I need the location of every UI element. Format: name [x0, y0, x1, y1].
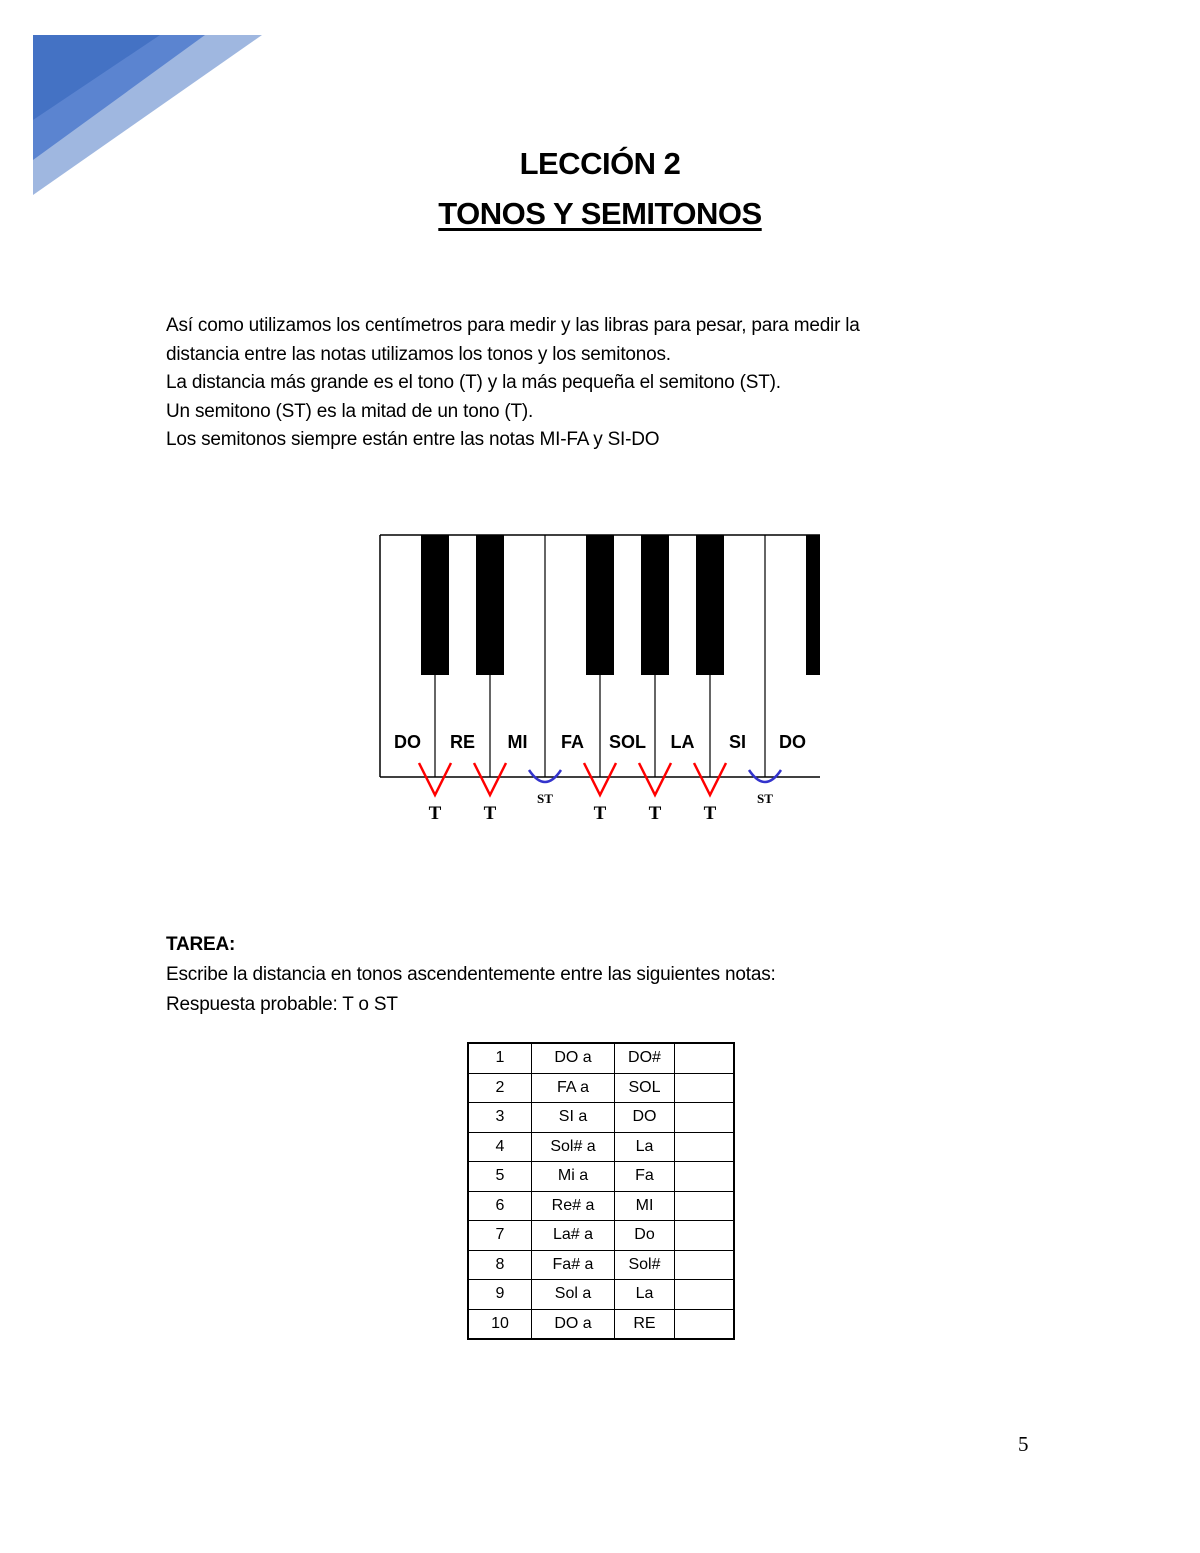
- to-note: DO: [615, 1103, 675, 1133]
- answer-cell[interactable]: [675, 1221, 735, 1251]
- from-note: La# a: [532, 1221, 615, 1251]
- row-number: 1: [468, 1043, 532, 1073]
- black-key: [806, 535, 820, 675]
- to-note: MI: [615, 1191, 675, 1221]
- row-number: 8: [468, 1250, 532, 1280]
- interval-label: ST: [757, 791, 773, 806]
- table-row: [468, 1132, 734, 1162]
- answer-cell[interactable]: [675, 1309, 735, 1339]
- intro-paragraph: [166, 312, 1046, 455]
- to-note: DO#: [615, 1043, 675, 1073]
- task-heading: TAREA:: [166, 934, 236, 955]
- piano-diagram: [360, 520, 840, 830]
- task-section: [166, 930, 1046, 1020]
- interval-label: T: [593, 803, 607, 824]
- interval-label: T: [648, 803, 662, 824]
- row-number: 7: [468, 1221, 532, 1251]
- black-keys: [421, 535, 820, 675]
- row-number: 6: [468, 1191, 532, 1221]
- from-note: FA a: [532, 1073, 615, 1103]
- answer-cell[interactable]: [675, 1073, 735, 1103]
- note-label: LA: [670, 732, 695, 752]
- row-number: 10: [468, 1309, 532, 1339]
- to-note: Do: [615, 1221, 675, 1251]
- note-label: SI: [728, 732, 747, 752]
- black-key: [421, 535, 449, 675]
- table-row: [468, 1043, 734, 1073]
- intro-line: Los semitonos siempre están entre las notas MI-FA y SI-DO: [166, 429, 660, 451]
- table-row: [468, 1221, 734, 1251]
- answer-cell[interactable]: [675, 1043, 735, 1073]
- interval-label: T: [703, 803, 717, 824]
- table-row: [468, 1073, 734, 1103]
- interval-label: T: [483, 803, 497, 824]
- answer-cell[interactable]: [675, 1280, 735, 1310]
- answer-cell[interactable]: [675, 1132, 735, 1162]
- to-note: La: [615, 1280, 675, 1310]
- to-note: SOL: [615, 1073, 675, 1103]
- row-number: 4: [468, 1132, 532, 1162]
- from-note: Re# a: [532, 1191, 615, 1221]
- table-row: [468, 1162, 734, 1192]
- intro-line: Un semitono (ST) es la mitad de un tono (T).: [166, 400, 534, 422]
- to-note: RE: [615, 1309, 675, 1339]
- exercise-table: [467, 1042, 735, 1340]
- black-key: [696, 535, 724, 675]
- from-note: Sol a: [532, 1280, 615, 1310]
- table-row: [468, 1103, 734, 1133]
- row-number: 2: [468, 1073, 532, 1103]
- answer-cell[interactable]: [675, 1191, 735, 1221]
- intro-line: Así como utilizamos los centímetros para medir y las libras para pesar, para medir la: [166, 315, 860, 336]
- table-row: [468, 1280, 734, 1310]
- from-note: Fa# a: [532, 1250, 615, 1280]
- row-number: 3: [468, 1103, 532, 1133]
- from-note: DO a: [532, 1309, 615, 1339]
- answer-cell[interactable]: [675, 1250, 735, 1280]
- interval-labels: [429, 791, 774, 824]
- black-key: [476, 535, 504, 675]
- page-number: 5: [1018, 1432, 1029, 1456]
- note-label: SOL: [608, 732, 647, 752]
- table-row: [468, 1250, 734, 1280]
- note-label: DO: [779, 732, 806, 752]
- note-label: RE: [449, 732, 476, 752]
- from-note: Mi a: [532, 1162, 615, 1192]
- note-label: FA: [560, 732, 585, 752]
- intro-line: La distancia más grande es el tono (T) y la más pequeña el semitono (ST).: [166, 372, 781, 394]
- note-label: MI: [507, 732, 528, 752]
- answer-cell[interactable]: [675, 1103, 735, 1133]
- lesson-title: LECCIÓN 2: [519, 146, 681, 181]
- to-note: Fa: [615, 1162, 675, 1192]
- black-key: [641, 535, 669, 675]
- row-number: 9: [468, 1280, 532, 1310]
- table-row: [468, 1309, 734, 1339]
- note-label: DO: [394, 732, 421, 752]
- from-note: Sol# a: [532, 1132, 615, 1162]
- to-note: Sol#: [615, 1250, 675, 1280]
- interval-label: ST: [537, 791, 553, 806]
- intro-line: distancia entre las notas utilizamos los tonos y los semitonos.: [166, 343, 671, 365]
- table-row: [468, 1191, 734, 1221]
- from-note: SI a: [532, 1103, 615, 1133]
- lesson-subtitle: TONOS Y SEMITONOS: [438, 196, 762, 231]
- task-hint: Respuesta probable: T o ST: [166, 994, 398, 1015]
- from-note: DO a: [532, 1043, 615, 1073]
- interval-label: T: [428, 803, 442, 824]
- answer-cell[interactable]: [675, 1162, 735, 1192]
- task-instruction: Escribe la distancia en tonos ascendentemente entre las siguientes notas:: [166, 964, 776, 985]
- to-note: La: [615, 1132, 675, 1162]
- row-number: 5: [468, 1162, 532, 1192]
- black-key: [586, 535, 614, 675]
